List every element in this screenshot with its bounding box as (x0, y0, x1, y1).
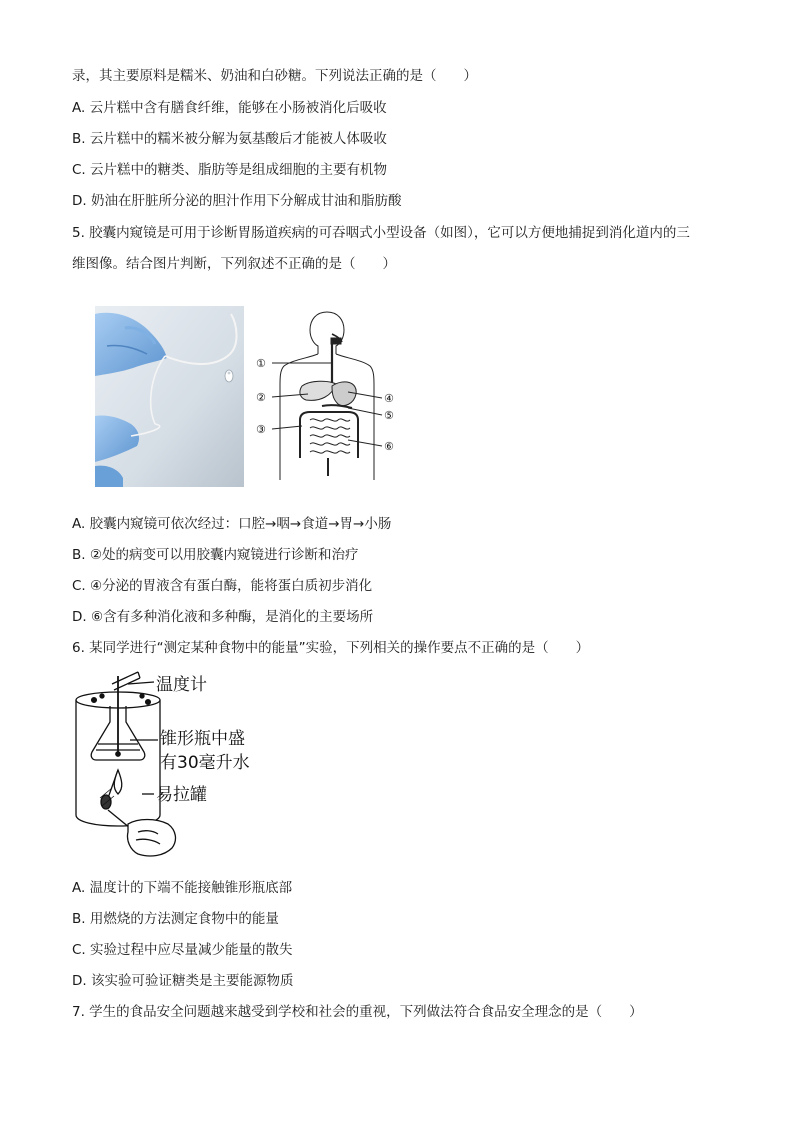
thermometer-label: 温度计 (156, 675, 207, 695)
question-6-option-c: C. 实验过程中应尽量减少能量的散失 (72, 942, 293, 958)
question-5-option-c: C. ④分泌的胃液含有蛋白酶，能将蛋白质初步消化 (72, 578, 373, 594)
label-6: ⑥ (384, 440, 394, 453)
label-1: ① (256, 357, 266, 370)
capsule-endoscope-photo (95, 306, 244, 487)
question-4-option-a: A. 云片糕中含有膳食纤维，能够在小肠被消化后吸收 (72, 100, 387, 116)
digestive-system-diagram (252, 308, 402, 480)
question-6-option-d: D. 该实验可验证糖类是主要能源物质 (72, 973, 294, 989)
question-6-stem: 6. 某同学进行“测定某种食物中的能量”实验，下列相关的操作要点不正确的是（ ） (72, 640, 590, 656)
label-3: ③ (256, 423, 266, 436)
question-6-option-a: A. 温度计的下端不能接触锥形瓶底部 (72, 880, 293, 896)
question-4-option-d: D. 奶油在肝脏所分泌的胆汁作用下分解成甘油和脂肪酸 (72, 193, 402, 209)
question-4-option-c: C. 云片糕中的糖类、脂肪等是组成细胞的主要有机物 (72, 162, 388, 178)
question-4-stem-end: 录，其主要原料是糯米、奶油和白砂糖。下列说法正确的是（ ） (72, 68, 477, 84)
question-5-option-a: A. 胶囊内窥镜可依次经过：口腔→咽→食道→胃→小肠 (72, 516, 392, 532)
food-energy-apparatus-diagram (72, 670, 272, 865)
can-label: 易拉罐 (156, 785, 207, 805)
question-5-option-d: D. ⑥含有多种消化液和多种酶，是消化的主要场所 (72, 609, 374, 625)
question-5-stem-line1: 5. 胶囊内窥镜是可用于诊断胃肠道疾病的可吞咽式小型设备（如图），它可以方便地捕捉到消化道内的三 (72, 225, 690, 241)
flask-label-line2: 有30毫升水 (160, 753, 250, 773)
question-5-option-b: B. ②处的病变可以用胶囊内窥镜进行诊断和治疗 (72, 547, 359, 563)
question-4-option-b: B. 云片糕中的糯米被分解为氨基酸后才能被人体吸收 (72, 131, 387, 147)
question-7-stem: 7. 学生的食品安全问题越来越受到学校和社会的重视，下列做法符合食品安全理念的是（ ） (72, 1004, 643, 1020)
flask-label-line1: 锥形瓶中盛 (160, 729, 245, 749)
label-5: ⑤ (384, 409, 394, 422)
question-6-option-b: B. 用燃烧的方法测定食物中的能量 (72, 911, 279, 927)
label-4: ④ (384, 392, 394, 405)
question-5-stem-line2: 维图像。结合图片判断，下列叙述不正确的是（ ） (72, 256, 396, 272)
label-2: ② (256, 391, 266, 404)
